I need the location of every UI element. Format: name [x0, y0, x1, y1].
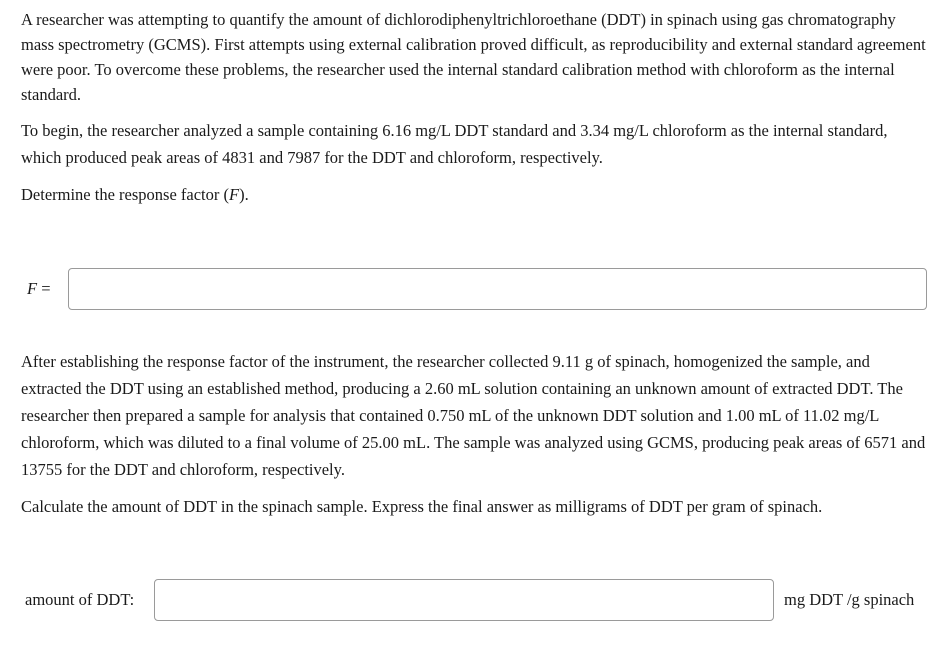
response-factor-var: F: [27, 279, 38, 298]
equals-sign: =: [37, 279, 51, 298]
question-response-factor: [21, 181, 926, 208]
question1-suffix: ).: [239, 185, 249, 204]
ddt-amount-label: amount of DDT:: [25, 590, 135, 609]
ddt-amount-input[interactable]: [154, 579, 774, 621]
question1-prefix: Determine the response factor (: [21, 185, 229, 204]
problem-part2: After establishing the response factor of the instrument, the researcher collected 9.11 g of spinach, homogenized the sample, and extracted the DDT using an established method, producing a 2.60 mL solution containing an unknown amount of extracted DDT. The researcher then prepared a sample for analysis that contained 0.750 mL of the unknown DDT solution and 1.00 mL of 11.02 mg/L chloroform, which was diluted to a final volume of 25.00 mL. The sample was analyzed using GCMS, producing peak areas of 6571 and 13755 for the DDT and chloroform, respectively.: [21, 352, 926, 479]
question1-variable: F: [229, 185, 240, 204]
problem-intro: A researcher was attempting to quantify the amount of dichlorodiphenyltrichloroethane (DDT) in spinach using gas chromatography mass spectrometry (GCMS). First attempts using external calibration proved difficult, as reproducibility and external standard agreement were poor. To overcome these problems, the researcher used the internal standard calibration method with chloroform as the internal standard.: [21, 10, 926, 104]
response-factor-row: [27, 268, 927, 310]
ddt-amount-unit: mg DDT /g spinach: [784, 590, 915, 609]
problem-setup: To begin, the researcher analyzed a sample containing 6.16 mg/L DDT standard and 3.34 mg/L chloroform as the internal standard, which produced peak areas of 4831 and 7987 for the DDT and chloroform, respectively.: [21, 121, 888, 167]
response-factor-input[interactable]: [68, 268, 927, 310]
ddt-amount-row: [25, 579, 913, 621]
question-ddt-amount: Calculate the amount of DDT in the spinach sample. Express the final answer as milligrams of DDT per gram of spinach.: [21, 497, 823, 516]
response-factor-label: [27, 279, 68, 299]
